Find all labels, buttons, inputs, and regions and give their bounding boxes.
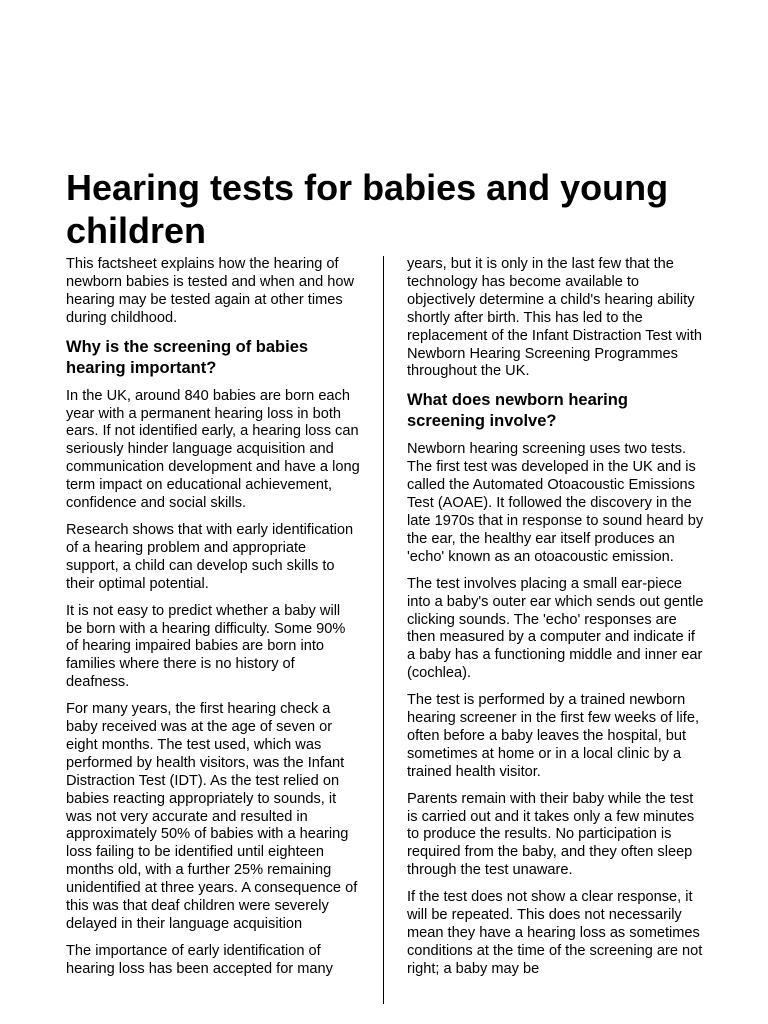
section-heading-what-involves: What does newborn hearing screening involve? [407,391,628,431]
section-heading-why-screening: Why is the screening of babies hearing important? [66,337,309,377]
body-paragraph: For many years, the first hearing check a baby received was at the age of seven or eight months. The test used, which was performed by health visitors, was the Infant Distraction Test (IDT). As the test relied on babies reacting appropriately to sounds, it was not very accurate and resulted in approximately 50% of babies with a hearing loss failing to be identified until eighteen months old, with a further 25% remaining unidentified at three years. A consequence of this was that deaf children were severely delayed in their language acquisition [66,701,358,932]
body-paragraph: It is not easy to predict whether a baby will be born with a hearing difficulty. Some 90% of hearing impaired babies are born into families where there is no history of deafness. [66,602,346,691]
body-paragraph: If the test does not show a clear response, it will be repeated. This does not necessarily mean they have a hearing loss as sometimes conditions at the time of the screening are not right; a baby may be [407,889,703,977]
body-paragraph: Parents remain with their baby while the test is carried out and it takes only a few minutes to produce the results. No participation is required from the baby, and they often sleep through the test unaware. [407,790,695,879]
right-column [407,256,707,988]
body-paragraph: years, but it is only in the last few that the technology has become available to objectively determine a child's hearing ability shortly after birth. This has led to the replacement of the Infant Distraction Test with Newborn Hearing Screening Programmes throughout the UK. [407,256,702,380]
body-paragraph: Research shows that with early identification of a hearing problem and appropriate support, a child can develop such skills to their optimal potential. [66,521,354,592]
page-title: Hearing tests for babies and young children [66,167,669,251]
intro-paragraph: This factsheet explains how the hearing of newborn babies is tested and when and how hearing may be tested again at other times during childhood. [66,256,355,326]
body-paragraph: The test is performed by a trained newborn hearing screener in the first few weeks of life, often before a baby leaves the hospital, but sometimes at home or in a local clinic by a trained health visitor. [407,692,700,780]
body-paragraph: Newborn hearing screening uses two tests. The first test was developed in the UK and is called the Automated Otoacoustic Emissions Test (AOAE). It followed the discovery in the late 1970s that in response to sound heard by the ear, the healthy ear itself produces an 'echo' known as an otoacoustic emission. [407,441,704,565]
body-paragraph: The importance of early identification of hearing loss has been accepted for many [66,942,333,977]
body-paragraph: In the UK, around 840 babies are born each year with a permanent hearing loss in both ears. If not identified early, a hearing loss can seriously hinder language acquisition and communication development and have a long term impact on educational achievement, confidence and social skills. [66,387,360,512]
left-column [66,256,360,988]
body-paragraph: The test involves placing a small ear-piece into a baby's outer ear which sends out gentle clicking sounds. The 'echo' responses are then measured by a computer and indicate if a baby has a functioning middle and inner ear (cochlea). [407,575,704,682]
column-divider [383,256,384,1004]
